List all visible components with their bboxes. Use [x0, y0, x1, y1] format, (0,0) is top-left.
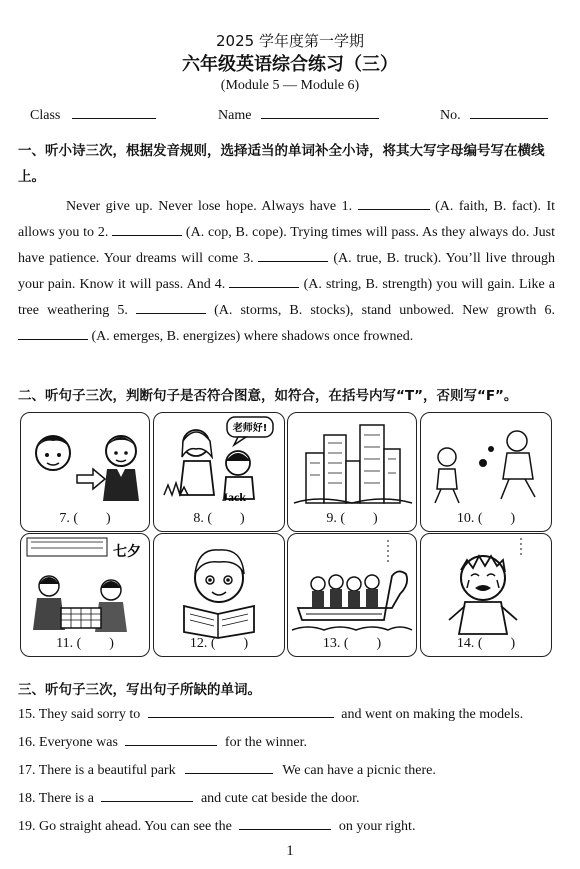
blank-4[interactable]	[229, 276, 299, 288]
jack-label: Jack	[222, 490, 246, 504]
name-label: Name	[218, 108, 252, 123]
question-15	[18, 706, 523, 723]
poem-opt2: (A. cop, B. cope). Trying times will pass. As they always do. Just have patience. Your dreams will come 3.	[18, 225, 555, 266]
q16-text-end: for the winner.	[224, 735, 307, 750]
number-field[interactable]	[440, 106, 548, 124]
q17-text: 17. There is a beautiful park	[18, 763, 176, 778]
picture-card-14	[420, 533, 552, 657]
item-9-label[interactable]: 9. ( )	[326, 511, 378, 526]
picture-card-12	[153, 533, 285, 657]
item-12-label[interactable]: 12. ( )	[189, 636, 249, 651]
q15-text-end: and went on making the models.	[341, 707, 524, 722]
name-field[interactable]	[218, 106, 379, 124]
blank-6[interactable]	[18, 328, 88, 340]
blank-3[interactable]	[258, 250, 328, 262]
picture-card-8	[153, 412, 285, 532]
poem-opt6: (A. emerges, B. energizes) where shadows once frowned.	[91, 329, 414, 344]
poem-opt5: (A. storms, B. stocks), stand unbowed. New growth 6.	[214, 303, 556, 318]
class-label: Class	[30, 108, 61, 123]
poem-line1: Never give up. Never lose hope. Always have 1.	[66, 199, 353, 214]
poem-opt3: (A. true, B. truck). You’ll live through your pain. Know it will pass. And 4.	[18, 251, 556, 292]
question-19	[18, 818, 415, 835]
q17-blank[interactable]	[185, 762, 273, 774]
q19-text: 19. Go straight ahead. You can see the	[18, 819, 232, 834]
class-field[interactable]	[30, 106, 156, 124]
poem-opt1: (A. faith, B. fact).	[435, 199, 541, 214]
section2-instruction: 二、听句子三次，判断句子是否符合图意，如符合，在括号内写“T”，否则写“F”。	[18, 388, 518, 404]
picture-card-9	[287, 412, 417, 532]
name-blank[interactable]	[261, 106, 379, 119]
q16-blank[interactable]	[125, 734, 217, 746]
question-18	[18, 790, 360, 807]
picture-card-13	[287, 533, 417, 657]
worksheet-title: 六年级英语综合练习（三）	[182, 54, 398, 75]
poem-line2: It allows you to 2.	[18, 199, 556, 240]
qixi-sign: 七夕	[113, 544, 141, 560]
blank-5[interactable]	[136, 302, 206, 314]
q18-blank[interactable]	[101, 790, 193, 802]
q15-text: 15. They said sorry to	[18, 707, 141, 722]
class-blank[interactable]	[72, 106, 156, 119]
poem-text	[18, 194, 555, 350]
page-number: 1	[286, 843, 294, 859]
module-range: (Module 5 — Module 6)	[220, 78, 360, 93]
item-8-label[interactable]: 8. ( )	[193, 511, 245, 526]
item-11-label[interactable]: 11. ( )	[56, 636, 114, 651]
item-10-label[interactable]: 10. ( )	[456, 511, 516, 526]
speech-bubble-text: 老师好!	[232, 423, 268, 434]
number-label: No.	[440, 108, 461, 123]
picture-card-11	[20, 533, 150, 657]
picture-card-10	[420, 412, 552, 532]
blank-1[interactable]	[358, 198, 430, 210]
term-heading: 2025 学年度第一学期	[216, 32, 364, 50]
number-blank[interactable]	[470, 106, 548, 119]
poem-opt4: (A. string, B. strength) you will gain. Like a tree weathering 5.	[18, 277, 556, 318]
q19-blank[interactable]	[239, 818, 331, 830]
item-13-label[interactable]: 13. ( )	[322, 636, 382, 651]
blank-2[interactable]	[112, 224, 182, 236]
q17-text-end: We can have a picnic there.	[282, 763, 436, 778]
question-17	[18, 762, 436, 779]
picture-card-7	[20, 412, 150, 532]
question-16	[18, 734, 307, 751]
section3-instruction: 三、听句子三次，写出句子所缺的单词。	[18, 682, 261, 698]
item-14-label[interactable]: 14. ( )	[456, 636, 516, 651]
item-7-label[interactable]: 7. ( )	[59, 511, 111, 526]
q18-text-end: and cute cat beside the door.	[200, 791, 360, 806]
q15-blank[interactable]	[148, 706, 334, 718]
q18-text: 18. There is a	[18, 791, 94, 806]
q19-text-end: on your right.	[338, 819, 416, 834]
section1-instruction: 一、听小诗三次，根据发音规则，选择适当的单词补全小诗，将其大写字母编号写在横线上。	[18, 143, 545, 185]
q16-text: 16. Everyone was	[18, 735, 118, 750]
